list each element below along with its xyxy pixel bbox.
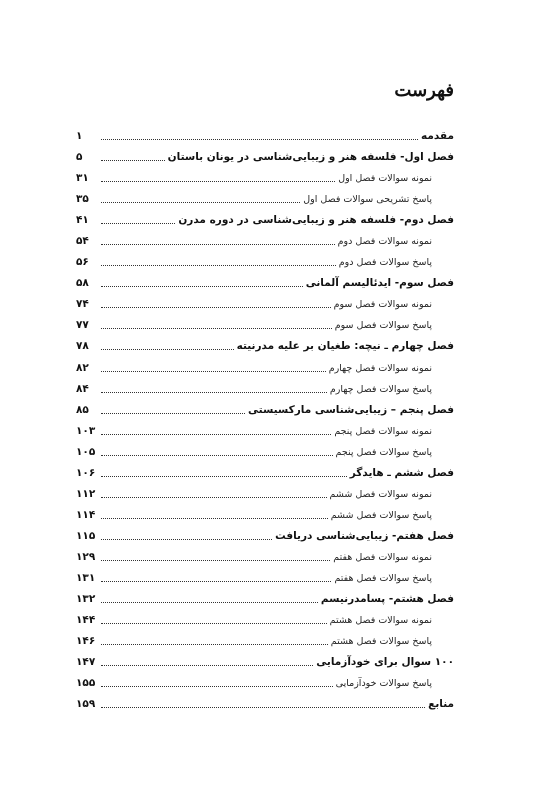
toc-page-number: ۱۱۲ xyxy=(76,487,96,500)
toc-entry-label: فصل هشتم- پسامدرنیسم xyxy=(320,593,454,606)
toc-page-number: ۴۱ xyxy=(76,214,89,227)
toc-entry-label: پاسخ تشریحی سوالات فصل اول xyxy=(303,194,432,206)
toc-page-number: ۱۰۵ xyxy=(76,445,96,458)
toc-page-number: ۱ xyxy=(76,130,83,142)
toc-page-number: ۱۳۲ xyxy=(76,593,96,606)
toc-entry xyxy=(76,336,454,357)
toc-subentry xyxy=(76,252,454,273)
toc-entry xyxy=(76,463,454,484)
toc-subentry xyxy=(76,189,454,210)
toc-page-number: ۷۷ xyxy=(76,319,89,332)
toc-page-number: ۱۵۹ xyxy=(76,698,96,711)
toc-subentry xyxy=(76,315,454,336)
toc-entry-label: نمونه سوالات فصل چهارم xyxy=(328,362,432,374)
toc-page-number: ۵ xyxy=(76,151,83,164)
dot-leader xyxy=(101,581,331,582)
dot-leader xyxy=(101,371,326,372)
toc-entry xyxy=(76,273,454,294)
toc-entry-label: پاسخ سوالات خودآزمایی xyxy=(335,678,432,690)
toc-entry-label: پاسخ سوالات فصل چهارم xyxy=(329,383,432,395)
toc-entry-label: پاسخ سوالات فصل ششم xyxy=(330,509,432,521)
dot-leader xyxy=(101,392,327,393)
dot-leader xyxy=(101,497,327,498)
toc-entry xyxy=(76,400,454,421)
toc-page-number: ۷۸ xyxy=(76,340,89,353)
dot-leader xyxy=(101,434,331,435)
dot-leader xyxy=(101,328,332,329)
toc-page-number: ۱۴۶ xyxy=(76,635,96,648)
dot-leader xyxy=(101,223,175,224)
toc-page-number: ۱۰۶ xyxy=(76,466,96,479)
toc-entry-label: پاسخ سوالات فصل هفتم xyxy=(334,572,432,584)
toc-entry-label: نمونه سوالات فصل پنجم xyxy=(334,425,432,437)
table-of-contents xyxy=(76,126,454,715)
dot-leader xyxy=(101,139,418,140)
toc-entry-label: نمونه سوالات فصل ششم xyxy=(329,488,432,500)
toc-subentry xyxy=(76,421,454,442)
dot-leader xyxy=(101,686,333,687)
toc-page-number: ۱۰۳ xyxy=(76,424,96,437)
toc-page-number: ۵۴ xyxy=(76,235,89,248)
dot-leader xyxy=(101,665,313,666)
toc-subentry xyxy=(76,547,454,568)
toc-entry-label: پاسخ سوالات فصل پنجم xyxy=(335,446,432,458)
dot-leader xyxy=(101,539,272,540)
toc-entry xyxy=(76,147,454,168)
dot-leader xyxy=(101,455,333,456)
toc-page-number: ۱۵۵ xyxy=(76,677,96,690)
page-title: فهرست xyxy=(394,80,454,101)
toc-entry-label: پاسخ سوالات فصل سوم xyxy=(334,320,432,332)
toc-page-number: ۱۳۱ xyxy=(76,571,96,584)
dot-leader xyxy=(101,307,331,308)
toc-subentry xyxy=(76,484,454,505)
toc-entry-label: فصل چهارم ـ نیچه: طغیان بر علیه مدرنیته xyxy=(236,340,454,353)
toc-subentry xyxy=(76,442,454,463)
toc-page-number: ۸۵ xyxy=(76,403,89,416)
toc-entry-label: پاسخ سوالات فصل هشتم xyxy=(330,636,432,648)
dot-leader xyxy=(101,518,328,519)
toc-page-number: ۳۱ xyxy=(76,172,89,185)
toc-entry xyxy=(76,126,454,147)
toc-entry-label: فصل پنجم – زیبایی‌شناسی مارکسیستی xyxy=(248,403,454,416)
toc-page-number: ۵۶ xyxy=(76,256,89,269)
toc-entry-label: فصل هفتم- زیبایی‌شناسی دریافت xyxy=(275,529,454,542)
toc-page-number: ۱۴۷ xyxy=(76,656,96,669)
dot-leader xyxy=(101,181,335,182)
toc-page-number: ۱۱۴ xyxy=(76,508,96,521)
toc-entry-label: منابع xyxy=(428,698,454,711)
toc-subentry xyxy=(76,673,454,694)
dot-leader xyxy=(101,244,335,245)
dot-leader xyxy=(101,413,245,414)
toc-entry-label: ۱۰۰ سوال برای خودآزمایی xyxy=(316,656,454,669)
toc-entry-label: نمونه سوالات فصل دوم xyxy=(337,236,432,248)
toc-entry-label: فصل سوم- ایدئالیسم آلمانی xyxy=(305,277,454,290)
toc-subentry xyxy=(76,631,454,652)
toc-entry-label: فصل اول- فلسفه هنر و زیبایی‌شناسی در یونان باستان xyxy=(167,151,454,164)
toc-page-number: ۳۵ xyxy=(76,193,89,206)
dot-leader xyxy=(101,602,318,603)
toc-page-number: ۱۲۹ xyxy=(76,550,96,563)
toc-subentry xyxy=(76,358,454,379)
toc-entry-label: فصل دوم- فلسفه هنر و زیبایی‌شناسی در دوره مدرن xyxy=(178,214,454,227)
toc-page-number: ۸۲ xyxy=(76,361,89,374)
dot-leader xyxy=(101,160,165,161)
toc-entry-label: نمونه سوالات فصل هشتم xyxy=(329,615,432,627)
toc-subentry xyxy=(76,610,454,631)
toc-subentry xyxy=(76,168,454,189)
toc-page-number: ۸۴ xyxy=(76,382,89,395)
toc-entry-label: نمونه سوالات فصل هفتم xyxy=(333,551,432,563)
toc-subentry xyxy=(76,294,454,315)
dot-leader xyxy=(101,349,234,350)
toc-page-number: ۱۱۵ xyxy=(76,529,96,542)
dot-leader xyxy=(101,644,328,645)
toc-page-number: ۷۴ xyxy=(76,298,89,311)
dot-leader xyxy=(101,202,300,203)
toc-entry xyxy=(76,694,454,715)
toc-entry xyxy=(76,210,454,231)
toc-entry-label: نمونه سوالات فصل سوم xyxy=(333,299,432,311)
dot-leader xyxy=(101,560,330,561)
toc-entry-label: فصل ششم ـ هایدگر xyxy=(349,466,454,479)
toc-subentry xyxy=(76,568,454,589)
toc-page-number: ۱۴۴ xyxy=(76,614,96,627)
toc-subentry xyxy=(76,231,454,252)
toc-entry xyxy=(76,526,454,547)
toc-subentry xyxy=(76,505,454,526)
toc-entry-label: نمونه سوالات فصل اول xyxy=(338,173,432,185)
toc-entry xyxy=(76,652,454,673)
dot-leader xyxy=(101,286,303,287)
toc-entry-label: پاسخ سوالات فصل دوم xyxy=(338,257,432,269)
dot-leader xyxy=(101,265,336,266)
dot-leader xyxy=(101,623,327,624)
toc-subentry xyxy=(76,379,454,400)
toc-page-number: ۵۸ xyxy=(76,277,89,290)
toc-entry xyxy=(76,589,454,610)
dot-leader xyxy=(101,707,425,708)
toc-entry-label: مقدمه xyxy=(421,130,454,142)
dot-leader xyxy=(101,476,347,477)
